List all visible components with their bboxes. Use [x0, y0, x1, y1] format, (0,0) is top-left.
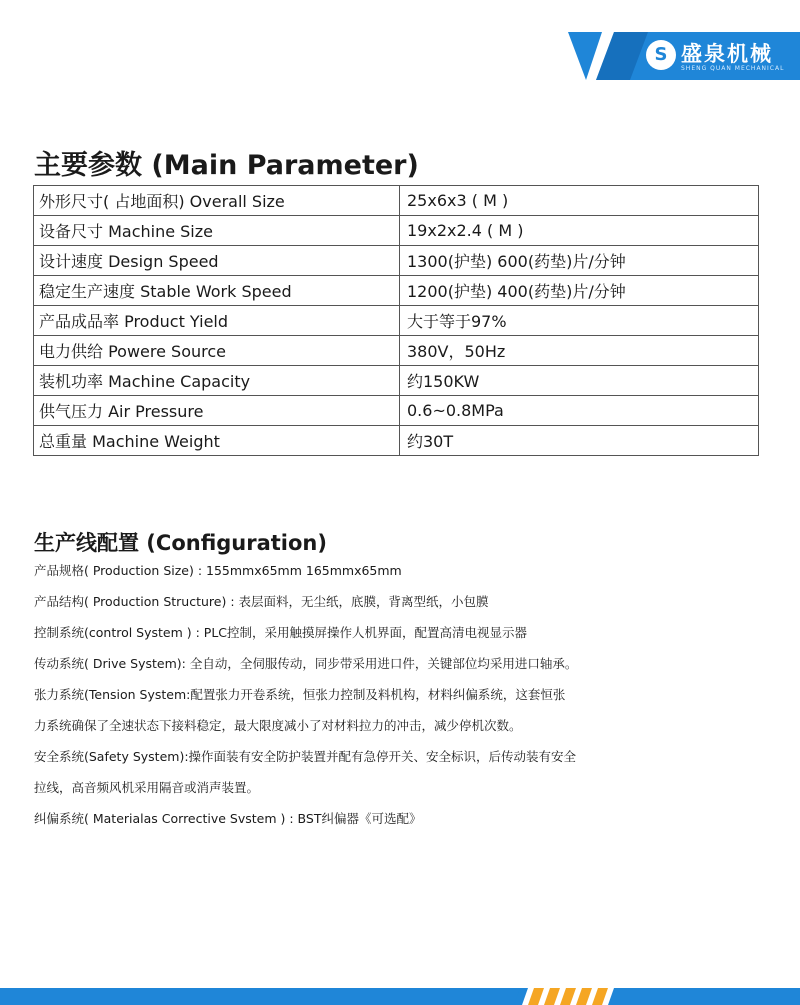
brand-subtitle: SHENG QUAN MECHANICAL — [681, 65, 785, 72]
table-row — [34, 426, 759, 456]
config-line-production-structure: 产品结构( Production Structure) : 表层面料，无尘纸，底膜，背离型纸，小包膜 — [34, 594, 489, 609]
param-label: 稳定生产速度 Stable Work Speed — [34, 276, 400, 306]
brand-logo-icon — [646, 40, 676, 70]
param-label: 设计速度 Design Speed — [34, 246, 400, 276]
logo-letter: S — [654, 44, 668, 65]
brand-banner — [568, 32, 800, 80]
table-row — [34, 216, 759, 246]
param-value: 19x2x2.4 ( M ) — [400, 216, 759, 246]
param-value: 1200(护垫) 400(药垫)片/分钟 — [400, 276, 759, 306]
param-value: 约30T — [400, 426, 759, 456]
bottom-stripe — [0, 988, 800, 1005]
config-line-safety-system: 安全系统(Safety System):操作面装有安全防护装置并配有急停开关、安全标识，后传动装有安全 — [34, 749, 577, 764]
param-label: 外形尺寸( 占地面积) Overall Size — [34, 186, 400, 216]
table-row — [34, 366, 759, 396]
config-line-control-system: 控制系统(control System ) : PLC控制，采用触摸屏操作人机界面，配置高清电视显示器 — [34, 625, 528, 640]
config-line-corrective-system: 纠偏系统( Materialas Corrective Svstem ) : BST纠偏器《可选配》 — [34, 811, 422, 826]
main-parameter-table — [33, 185, 759, 456]
main-parameter-heading: 主要参数 (Main Parameter) — [34, 150, 419, 181]
config-line-safety-system-cont: 拉线，高音频风机采用隔音或消声装置。 — [34, 780, 260, 795]
table-row — [34, 306, 759, 336]
table-row — [34, 336, 759, 366]
table-row — [34, 276, 759, 306]
param-label: 装机功率 Machine Capacity — [34, 366, 400, 396]
param-label: 供气压力 Air Pressure — [34, 396, 400, 426]
configuration-list — [34, 562, 774, 841]
config-line-production-size: 产品规格( Production Size) : 155mmx65mm 165mmx65mm — [34, 563, 402, 578]
config-line-tension-system-cont: 力系统确保了全速状态下接料稳定，最大限度减小了对材料拉力的冲击，减少停机次数。 — [34, 718, 522, 733]
param-value: 0.6~0.8MPa — [400, 396, 759, 426]
param-label: 设备尺寸 Machine Size — [34, 216, 400, 246]
param-value: 380V，50Hz — [400, 336, 759, 366]
param-label: 电力供给 Powere Source — [34, 336, 400, 366]
param-value: 1300(护垫) 600(药垫)片/分钟 — [400, 246, 759, 276]
config-line-drive-system: 传动系统( Drive System): 全自动，全伺服传动，同步带采用进口件，关键部位均采用进口轴承。 — [34, 656, 578, 671]
config-line-tension-system: 张力系统(Tension System:配置张力开卷系统，恒张力控制及料机构，材料纠偏系统，这套恒张 — [34, 687, 566, 702]
table-row — [34, 246, 759, 276]
configuration-heading: 生产线配置 (Configuration) — [34, 531, 327, 555]
brand-name: 盛泉机械 — [681, 41, 773, 66]
param-label: 总重量 Machine Weight — [34, 426, 400, 456]
param-value: 约150KW — [400, 366, 759, 396]
table-row — [34, 186, 759, 216]
table-row — [34, 396, 759, 426]
param-label: 产品成品率 Product Yield — [34, 306, 400, 336]
param-value: 大于等于97% — [400, 306, 759, 336]
param-value: 25x6x3 ( M ) — [400, 186, 759, 216]
